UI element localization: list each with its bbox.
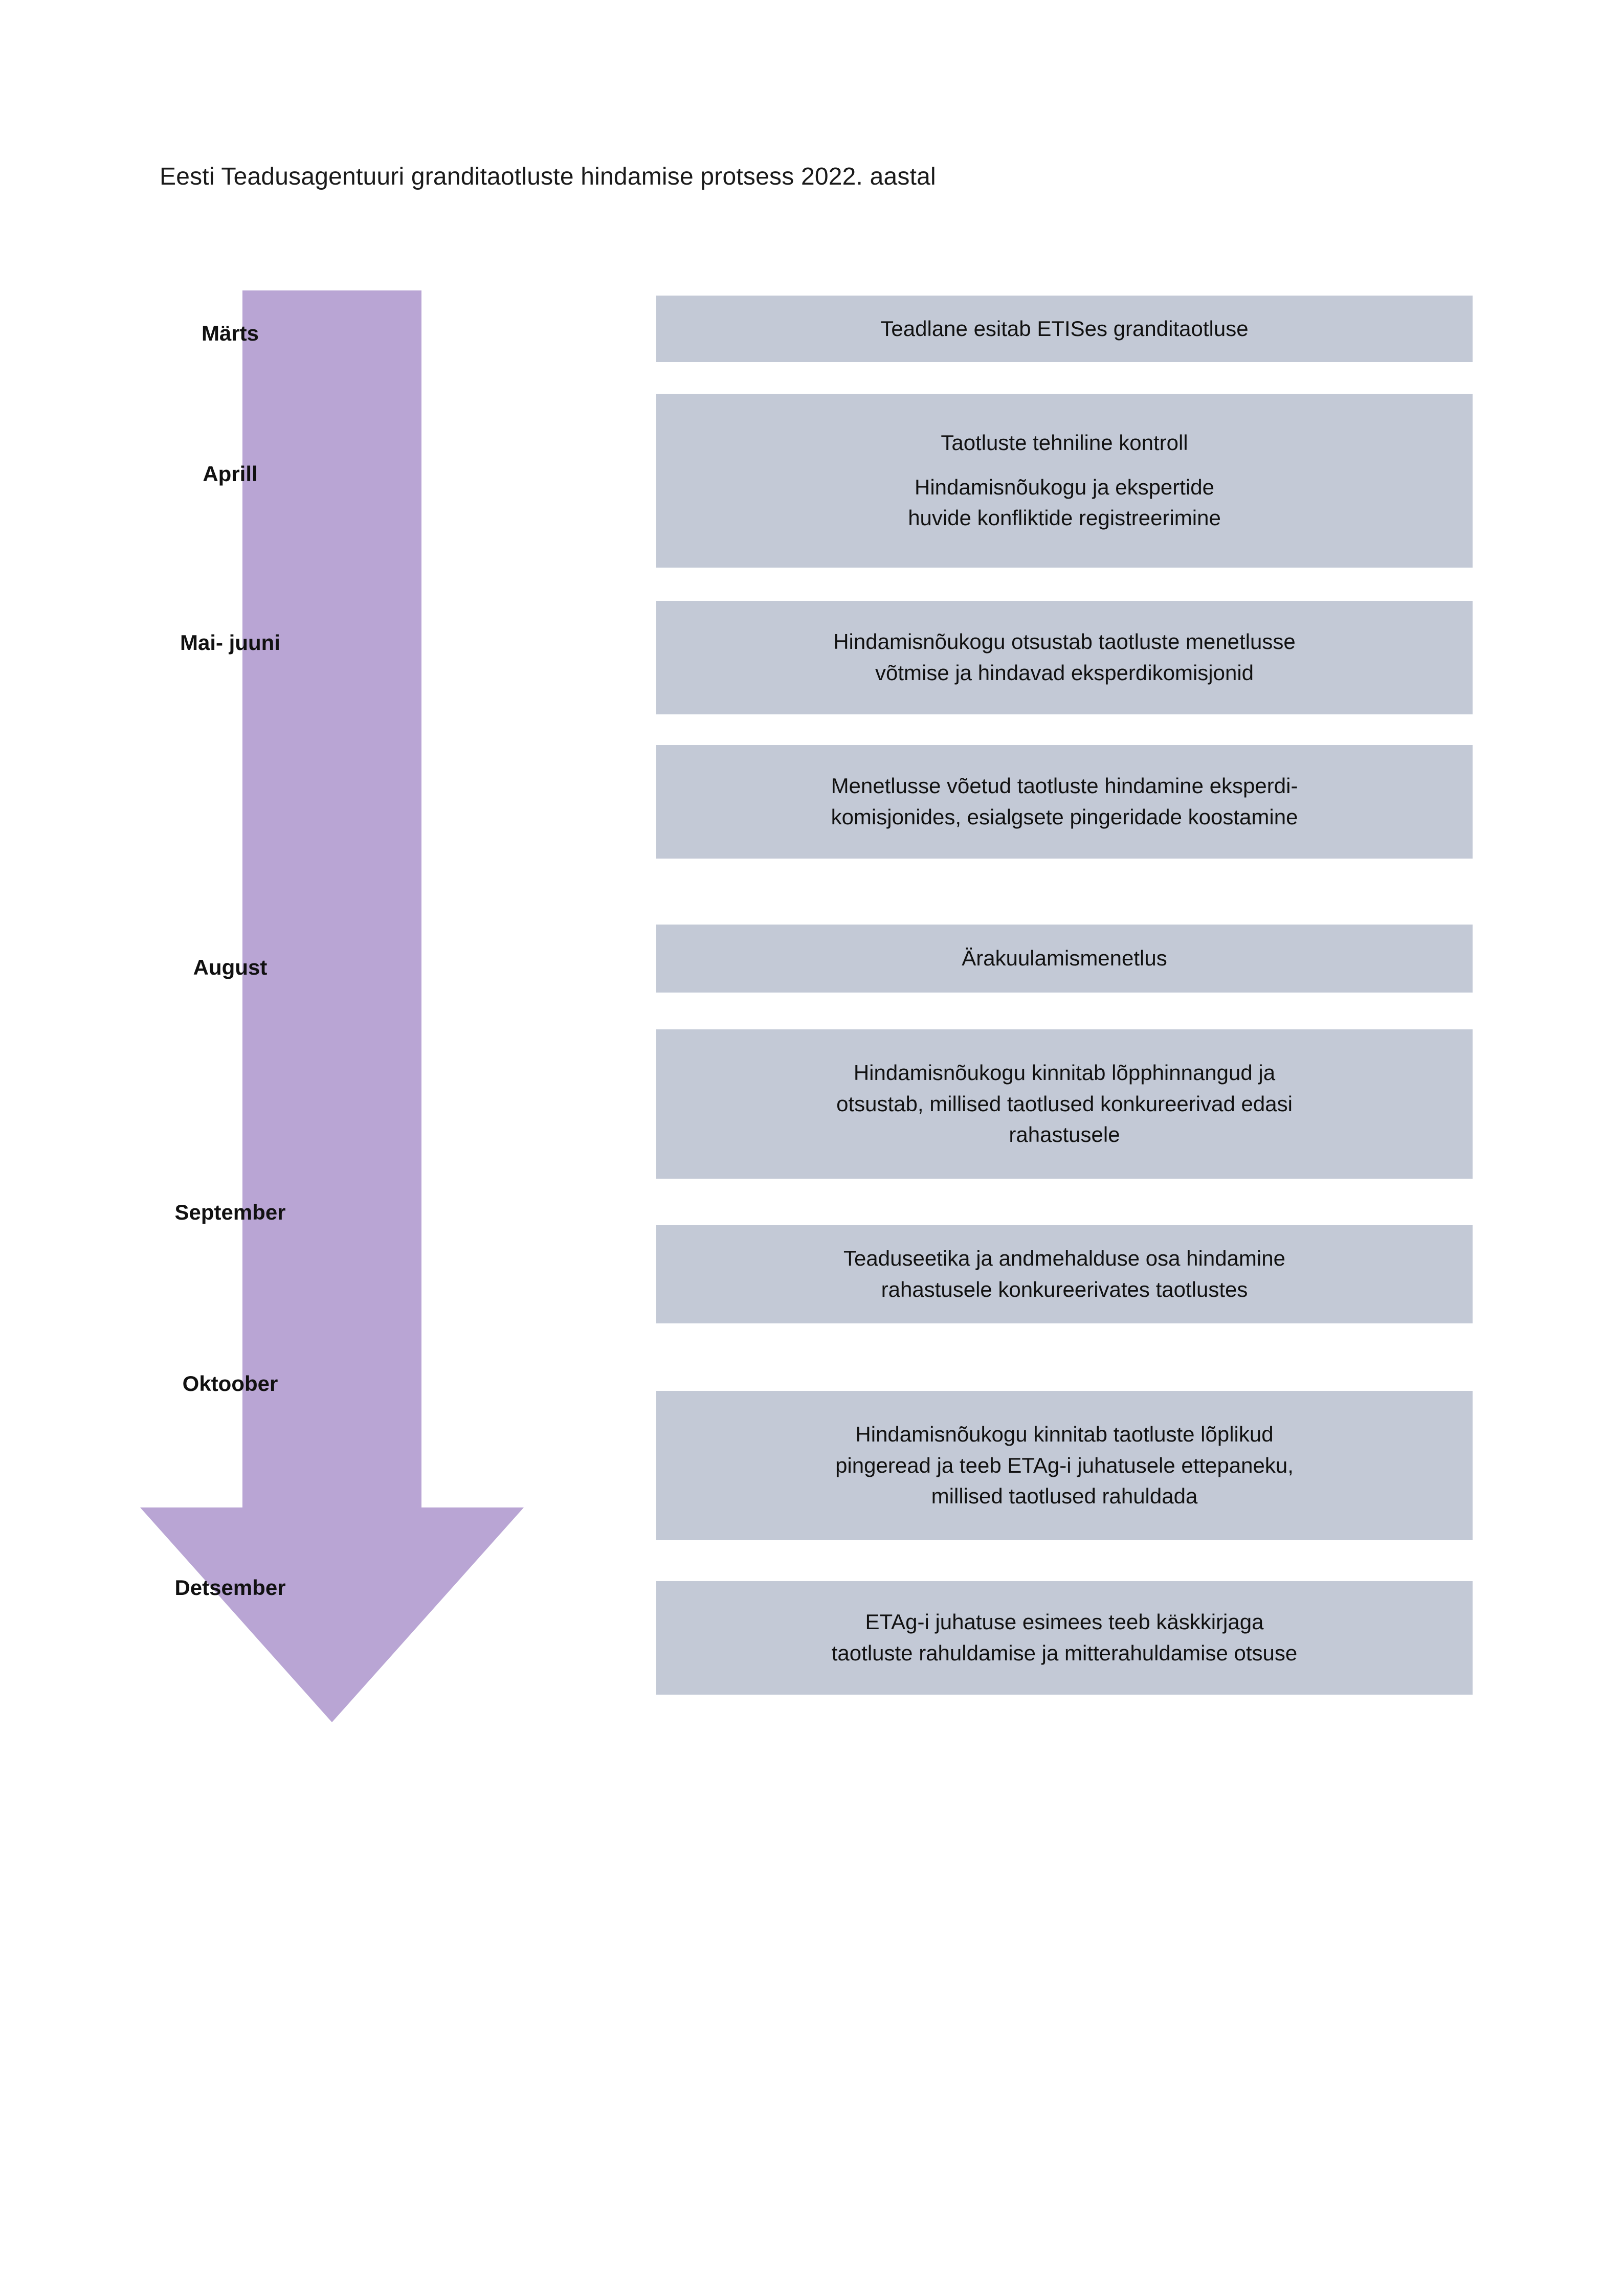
timeline-arrow [140,290,524,1722]
stage-box-ethics-review [656,1225,1473,1323]
stage-line: millised taotlused rahuldada [931,1484,1198,1509]
stage-paragraph [908,472,1221,534]
stage-paragraph [831,771,1298,833]
stage-box-board-decision [656,1581,1473,1695]
stage-paragraph [836,1057,1293,1151]
stage-line: pingeread ja teeb ETAg-i juhatusele ettepaneku, [835,1453,1294,1477]
stage-paragraph [941,427,1188,459]
page-title: Eesti Teadusagentuuri granditaotluste hindamise protsess 2022. aastal [160,163,936,190]
stage-box-technical-check [656,394,1473,568]
stage-paragraph [962,943,1167,974]
stage-box-hearing [656,925,1473,993]
stage-line: Hindamisnõukogu kinnitab taotluste lõplikud [855,1422,1274,1446]
stage-box-submission [656,296,1473,362]
stage-line: Taotluste tehniline kontroll [941,430,1188,455]
stage-line: Hindamisnõukogu kinnitab lõpphinnangud ja [853,1060,1276,1085]
stage-line: Hindamisnõukogu ja ekspertide [914,475,1214,499]
stage-line: rahastusele [1009,1122,1120,1147]
arrow-shape [140,290,524,1722]
month-label-august: August [193,955,268,979]
month-label-september: September [174,1200,286,1224]
stage-line: ETAg-i juhatuse esimees teeb käskkirjaga [865,1610,1264,1634]
stage-line: Teadlane esitab ETISes granditaotluse [880,316,1249,341]
month-label-mai-juuni-line2: juuni [229,631,280,655]
month-label-marts: Märts [201,321,259,345]
stage-line: Ärakuulamismenetlus [962,946,1167,971]
stage-line: Teaduseetika ja andmehalduse osa hindamine [843,1246,1285,1271]
stage-paragraph [832,1607,1297,1669]
stage-paragraph [835,1419,1294,1513]
stage-line: taotluste rahuldamise ja mitterahuldamise otsuse [831,1641,1298,1665]
stage-line: Menetlusse võetud taotluste hindamine eksperdi- [831,774,1298,798]
stage-line: otsustab, millised taotlused konkureerivad edasi [836,1091,1293,1116]
month-label-mai-juuni-line1: Mai- [180,631,223,655]
stage-line: Hindamisnõukogu otsustab taotluste menetlusse [833,629,1296,654]
stage-line: huvide konfliktide registreerimine [908,506,1221,530]
stage-box-expert-evaluation [656,745,1473,859]
stage-paragraph [843,1243,1285,1305]
stage-line: komisjonides, esialgsete pingeridade koostamine [831,805,1298,829]
month-label-oktoober: Oktoober [182,1371,278,1395]
stage-box-final-ranking [656,1391,1473,1540]
month-label-detsember: Detsember [174,1575,286,1600]
stage-paragraph [833,626,1296,689]
stage-line: võtmise ja hindavad eksperdikomisjonid [875,661,1254,685]
month-label-aprill: Aprill [203,462,258,486]
month-label-mai-juuni [102,629,358,657]
stage-paragraph [880,313,1248,345]
stage-box-final-scores [656,1029,1473,1179]
stage-box-council-decision [656,601,1473,714]
stage-line: rahastusele konkureerivates taotlustes [881,1277,1248,1301]
